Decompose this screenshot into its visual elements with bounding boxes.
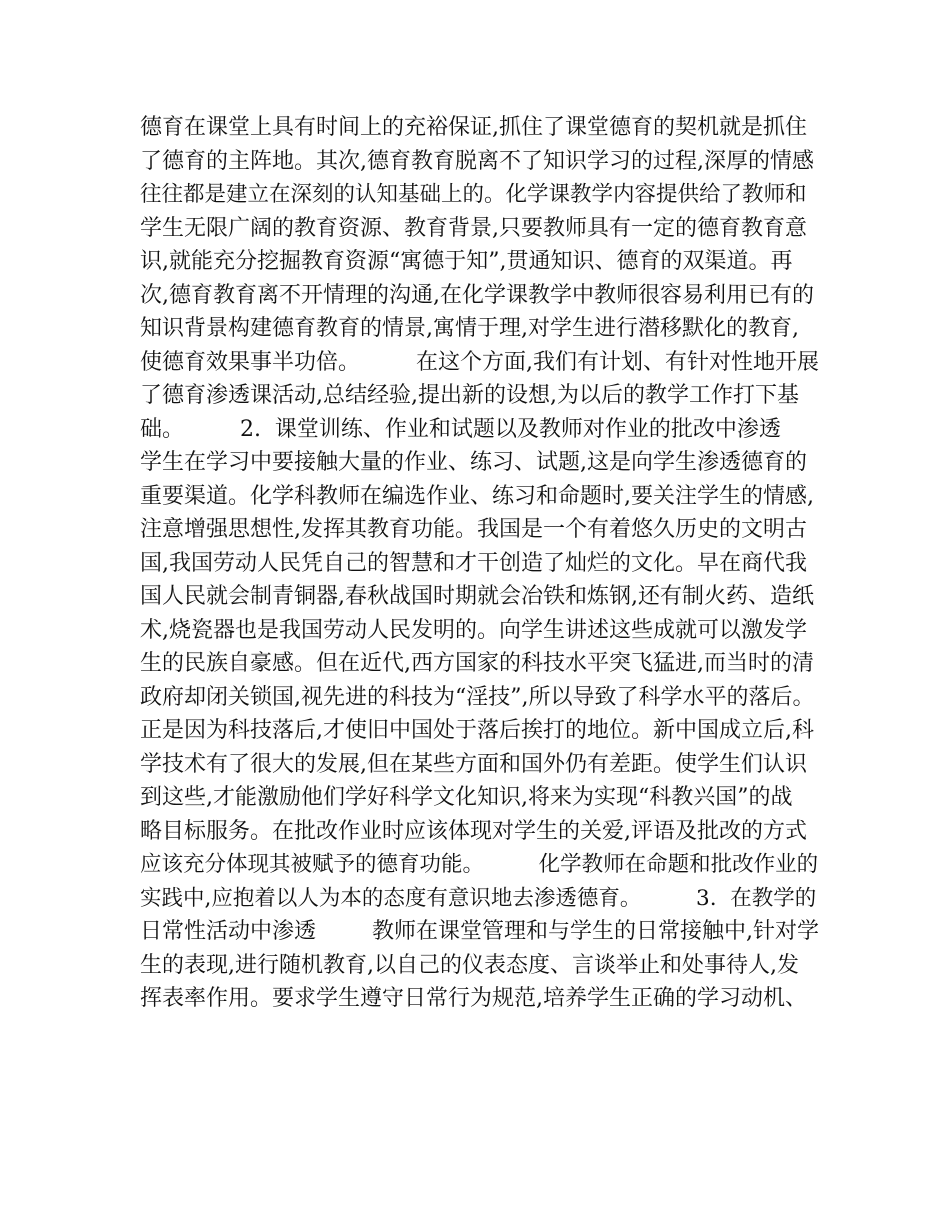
- text-line: 学技术有了很大的发展,但在某些方面和国外仍有差距。使学生们认识: [140, 751, 807, 777]
- text-line: 生的表现,进行随机教育,以自己的仪表态度、言谈举止和处事待人,发: [140, 952, 799, 978]
- body-text: [140, 111, 820, 1016]
- text-line: 学生在学习中要接触大量的作业、练习、试题,这是向学生渗透德育的: [140, 450, 807, 475]
- text-line: 应该充分体现其被赋予的德育功能。 化学教师在命题和批改作业的: [140, 852, 819, 877]
- text-line: 识,就能充分挖掘教育资源“寓德于知”,贯通知识、德育的双渠道。再: [140, 249, 793, 274]
- text-line: 生的民族自豪感。但在近代,西方国家的科技水平突飞猛进,而当时的清: [140, 651, 814, 676]
- text-line: 学生无限广阔的教育资源、教育背景,只要教师具有一定的德育教育意: [140, 215, 807, 241]
- text-line: 政府却闭关锁国,视先进的科技为“淫技”,所以导致了科学水平的落后。: [140, 684, 815, 710]
- text-line: 实践中,应抱着以人为本的态度有意识地去渗透德育。 3. 在教学的: [140, 885, 817, 911]
- text-line: 略目标服务。在批改作业时应该体现对学生的关爱,评语及批改的方式: [140, 818, 807, 844]
- text-line: 了德育渗透课活动,总结经验,提出新的设想,为以后的教学工作打下基: [140, 383, 799, 408]
- text-line: 国人民就会制青铜器,春秋战国时期就会冶铁和炼钢,还有制火药、造纸: [140, 584, 814, 609]
- text-line: 础。 2. 课堂训练、作业和试题以及教师对作业的批改中渗透: [140, 416, 781, 442]
- text-line: 次,德育教育离不开情理的沟通,在化学课教学中教师很容易利用已有的: [140, 282, 814, 308]
- text-line: 德育在课堂上具有时间上的充裕保证,抓住了课堂德育的契机就是抓住: [140, 115, 807, 140]
- text-line: 日常性活动中渗透 教师在课堂管理和与学生的日常接触中,针对学: [140, 919, 819, 944]
- text-line: 国,我国劳动人民凭自己的智慧和才干创造了灿烂的文化。早在商代我: [140, 550, 807, 576]
- text-line: 往往都是建立在深刻的认知基础上的。化学课教学内容提供给了教师和: [140, 182, 807, 207]
- text-line: 使德育效果事半功倍。 在这个方面,我们有计划、有针对性地开展: [140, 349, 819, 375]
- text-line: 到这些,才能激励他们学好科学文化知识,将来为实现“科教兴国”的战: [140, 785, 793, 810]
- text-line: 重要渠道。化学科教师在编选作业、练习和命题时,要关注学生的情感,: [140, 483, 814, 509]
- text-line: 术,烧瓷器也是我国劳动人民发明的。向学生讲述这些成就可以激发学: [140, 617, 807, 643]
- text-line: 正是因为科技落后,才使旧中国处于落后挨打的地位。新中国成立后,科: [140, 718, 814, 743]
- text-line: 了德育的主阵地。其次,德育教育脱离不了知识学习的过程,深厚的情感: [140, 148, 814, 174]
- text-line: 知识背景构建德育教育的情景,寓情于理,对学生进行潜移默化的教育,: [140, 316, 799, 341]
- text-line: 挥表率作用。要求学生遵守日常行为规范,培养学生正确的学习动机、: [140, 986, 807, 1011]
- text-line: 注意增强思想性,发挥其教育功能。我国是一个有着悠久历史的文明古: [140, 517, 807, 542]
